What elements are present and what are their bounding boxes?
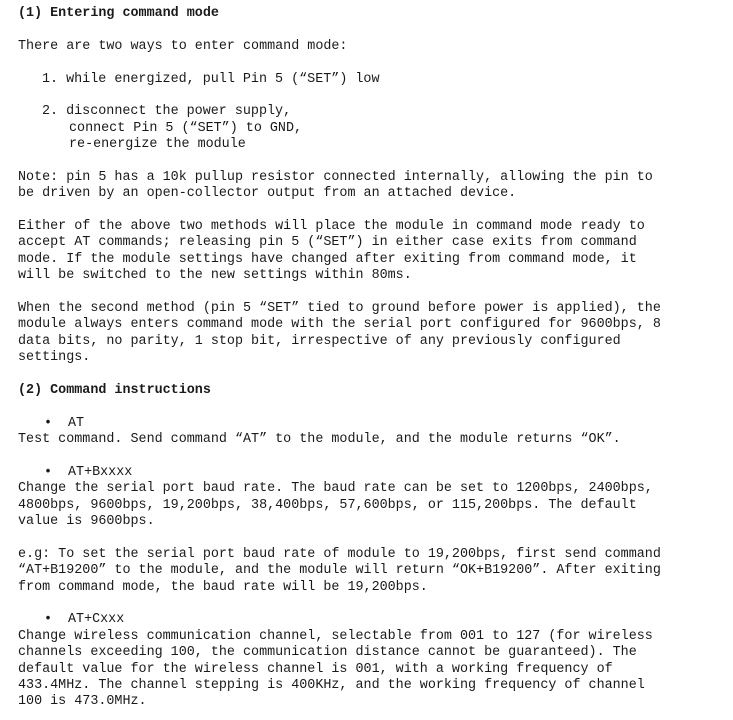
step-2: 2. disconnect the power supply, [42,104,292,120]
step-2-line-2: connect Pin 5 (“SET”) to GND, [69,120,303,136]
command-b-item [18,465,723,481]
section2-heading: (2) Command instructions [18,382,211,398]
step-2-line-3: re-energize the module [69,137,246,153]
command-c-desc-5: 100 is 473.0MHz. [18,694,147,710]
command-b-desc-1: Change the serial port baud rate. The baud rate can be set to 1200bps, 2400bps, [18,481,653,497]
command-at-name: AT [68,415,85,431]
command-at-item [18,416,723,432]
command-c-name: AT+Cxxx [68,612,125,628]
para1-line-1: Either of the above two methods will place the module in command mode ready to [18,219,645,235]
note-line-1: Note: pin 5 has a 10k pullup resistor connected internally, allowing the pin to [18,169,653,185]
para1-line-2: accept AT commands; releasing pin 5 (“SET”) in either case exits from command [18,235,637,251]
bullet-icon: • [44,612,53,628]
step-1: 1. while energized, pull Pin 5 (“SET”) low [42,71,380,87]
command-c-desc-3: default value for the wireless channel is 001, with a working frequency of [18,661,613,677]
command-b-desc-2: 4800bps, 9600bps, 19,200bps, 38,400bps, 57,600bps, or 115,200bps. The default [18,497,637,513]
note-line-2: be driven by an open-collector output from an attached device. [18,186,517,202]
command-b-name: AT+Bxxxx [68,464,133,480]
command-b-example-1: e.g: To set the serial port baud rate of module to 19,200bps, first send command [18,546,661,562]
para2-line-1: When the second method (pin 5 “SET” tied to ground before power is applied), the [18,301,661,317]
command-b-example-3: from command mode, the baud rate will be 19,200bps. [18,579,428,595]
command-c-item [18,612,723,628]
section1-heading: (1) Entering command mode [18,6,219,21]
command-b-example-2: “AT+B19200” to the module, and the module will return “OK+B19200”. After exiting [18,563,661,579]
para1-line-3: mode. If the module settings have changed after exiting from command mode, it [18,251,637,267]
para1-line-4: will be switched to the new settings within 80ms. [18,268,412,284]
para2-line-3: data bits, no parity, 1 stop bit, irrespective of any previously configured [18,333,621,349]
document-page [18,6,723,711]
command-c-desc-2: channels exceeding 100, the communication distance cannot be guaranteed). The [18,645,637,661]
para2-line-4: settings. [18,350,91,366]
bullet-icon: • [44,415,53,431]
section1-intro: There are two ways to enter command mode: [18,38,348,54]
command-c-desc-1: Change wireless communication channel, selectable from 001 to 127 (for wireless [18,628,653,644]
command-b-desc-3: value is 9600bps. [18,514,155,530]
command-at-desc: Test command. Send command “AT” to the module, and the module returns “OK”. [18,432,621,448]
command-c-desc-4: 433.4MHz. The channel stepping is 400KHz, and the working frequency of channel [18,678,645,694]
bullet-icon: • [44,464,53,480]
para2-line-2: module always enters command mode with the serial port configured for 9600bps, 8 [18,317,661,333]
